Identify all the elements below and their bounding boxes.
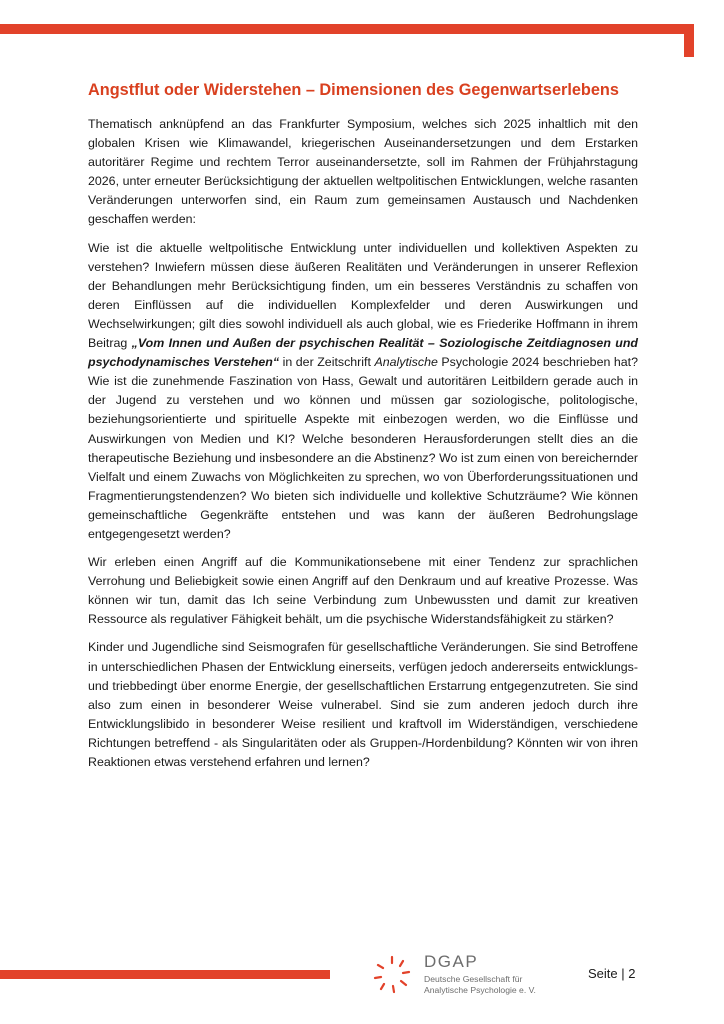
paragraph-2-text-c: Psychologie 2024 beschrieben hat? Wie ist die zunehmende Faszination von Hass, Gewalt und autoritären Leitbildern gerade auch in der Jugend zu verstehen und wo können und müssen gar soziologische, politologische, beziehungsorientierte und spirituelle Aspekte mit einbezogen werden, wo die Einflüsse und Auswirkungen von Medien und KI? Welche besonderen Herausforderungen stellt dies an die therapeutische Beziehung und insbesondere an die Abstinenz? Wo ist zum einen von bereichernder Vielfalt und einem Zuwachs von Möglichkeiten zu sprechen, wo von Überforderungssituationen und Fragmentierungstendenzen? Wo bieten sich individuelle und kollektive Schutzräume? Wie können gemeinschaftliche Gegenkräfte entstehen und was kann der äußeren Bedrohungslage entgegengesetzt werden?	[88, 355, 638, 541]
top-accent-hook	[684, 24, 694, 57]
journal-name: Analytische	[374, 355, 438, 370]
article-title: „Vom Innen und Außen der psychischen Realität – Soziologische Zeitdiagnosen und psychodynamisches Verstehen“	[88, 336, 638, 370]
paragraph-2-text-a: Wie ist die aktuelle weltpolitische Entwicklung unter individuellen und kollektiven Aspekten zu verstehen? Inwiefern müssen diese äußeren Realitäten und Veränderungen in unserer Reflexion der Behandlungen mehr Berücksichtigung finden, um ein besseres Verständnis zu schaffen von deren Einflüssen auf die individuellen Komplexfelder und deren Auswirkungen und Wechselwirkungen; gilt dies sowohl individuell als auch global, wie es Friederike Hoffmann in ihrem Beitrag	[88, 240, 638, 351]
dgap-radial-dashes-icon	[372, 954, 412, 996]
paragraph-2	[88, 239, 638, 545]
logo-subtitle	[424, 974, 564, 995]
page-number: Seite | 2	[588, 966, 636, 981]
page-heading: Angstflut oder Widerstehen – Dimensionen des Gegenwartserlebens	[88, 81, 619, 99]
logo-title: DGAP	[424, 952, 479, 971]
paragraph-4: Kinder und Jugendliche sind Seismografen für gesellschaftliche Veränderungen. Sie sind Betroffene in unterschiedlichen Phasen der Entwicklung einerseits, verfügen jedoch andererseits entwicklungs- und triebbedingt über enorme Energie, der gesellschaftlichen Erstarrung entgegenzutreten. Sie sind also zum einen in besonderer Weise vulnerabel. Sind sie zum anderen jedoch durch ihre Entwicklungslibido in besonderer Weise resilient und kraftvoll im Widerständigen, verschiedene Richtungen betreffend - als Singularitäten oder als Gruppen-/Hordenbildung? Könnten wir von ihren Reaktionen etwas verstehend erfahren und lernen?	[88, 640, 638, 769]
top-accent-bar	[0, 24, 694, 34]
paragraph-2-text-b: in der Zeitschrift	[279, 355, 375, 370]
paragraph-3: Wir erleben einen Angriff auf die Kommunikationsebene mit einer Tendenz zur sprachlichen Verrohung und Beliebigkeit sowie einen Angriff auf den Denkraum und auf kreative Prozesse. Was können wir tun, damit das Ich seine Verbindung zum Unbewussten und damit zur kreativen Ressource als regulativer Fähigkeit behält, um die psychische Widerstandsfähigkeit zu stärken?	[88, 555, 638, 627]
logo-subtitle-line-2: Analytische Psychologie e. V.	[424, 984, 536, 995]
logo-subtitle-line-1: Deutsche Gesellschaft für	[424, 974, 523, 984]
dgap-logo	[372, 952, 542, 998]
paragraph-1: Thematisch anknüpfend an das Frankfurter Symposium, welches sich 2025 inhaltlich mit den globalen Krisen wie Klimawandel, kriegerischen Auseinandersetzungen und dem Erstarken autoritärer Regime und rechtem Terror auseinandersetzte, soll im Rahmen der Frühjahrstagung 2026, unter erneuter Berücksichtigung der aktuellen weltpolitischen Entwicklungen, welche rasanten Veränderungen unterworfen sind, ein Raum zum gemeinsamen Austausch und Nachdenken geschaffen werden:	[88, 117, 638, 227]
page-content	[88, 80, 638, 781]
bottom-accent-bar	[0, 970, 330, 979]
